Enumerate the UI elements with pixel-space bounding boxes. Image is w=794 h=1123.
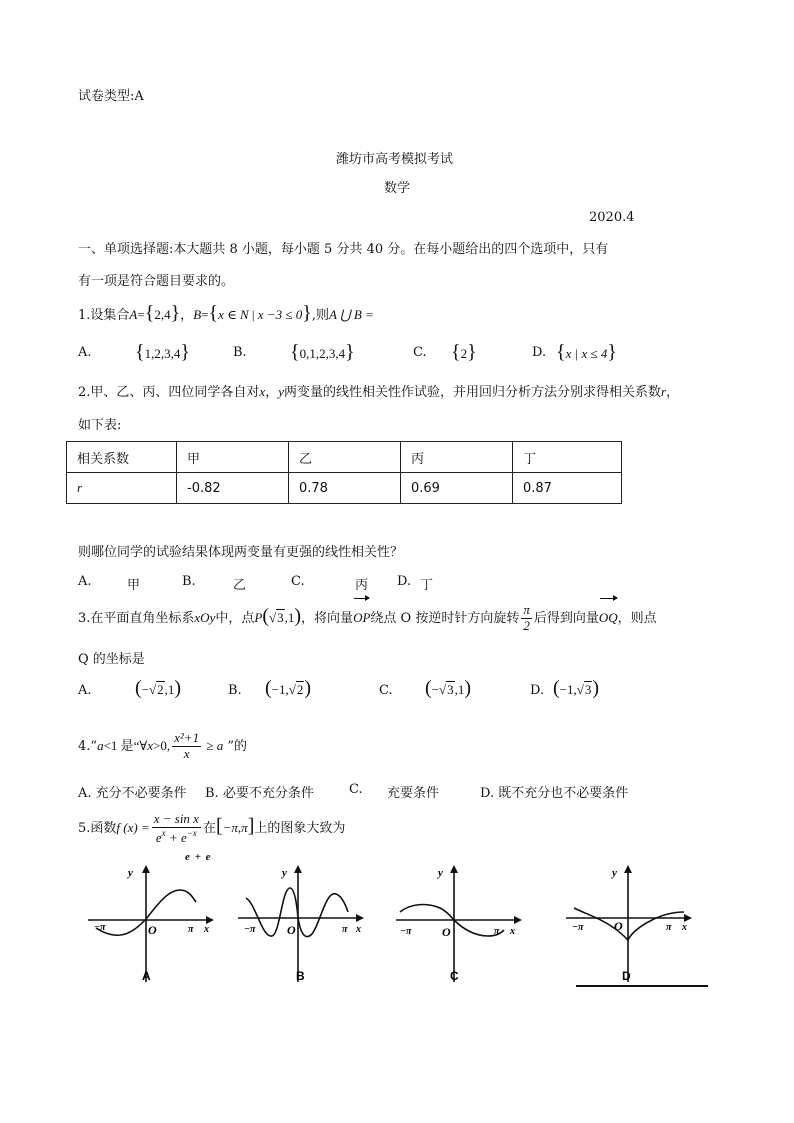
q5-text-1: 5.函数 xyxy=(78,821,117,836)
y-axis-arrow-icon xyxy=(624,865,632,873)
q3-text-4: 绕点 O 按逆时针方向旋转 xyxy=(370,611,520,626)
q5-den-e1: e xyxy=(155,829,162,845)
graph-b-neg-pi: −π xyxy=(244,924,256,935)
q1-option-a-label: A. xyxy=(78,345,92,360)
q1-option-b-value: {0,1,2,3,4} xyxy=(290,341,355,363)
q2-question: 则哪位同学的试验结果体现两变量有更强的线性相关性？ xyxy=(78,545,404,560)
q1-option-d-var: x xyxy=(565,346,572,361)
table-cell: 0.87 xyxy=(513,473,622,504)
q2-var-y: y xyxy=(278,384,284,399)
q3-point-p: P xyxy=(254,610,263,625)
q4-option-b: B. 必要不充分条件 xyxy=(205,786,314,801)
q1-option-b xyxy=(233,345,247,360)
section-intro-line1: 一、单项选择题:本大题共 8 小题，每小题 5 分共 40 分。在每小题给出的四个选项中，只有 xyxy=(78,242,609,257)
q5-den-exp2: −x xyxy=(186,827,197,838)
graph-a-x-label: x xyxy=(204,924,209,935)
q3-text-5: 后得到向量 xyxy=(533,611,599,626)
q3-a-rest: ,1 xyxy=(164,682,175,697)
q2-option-b-label: B. xyxy=(182,574,196,589)
x-axis-arrow-icon xyxy=(684,914,692,922)
graph-b-x-label: x xyxy=(356,924,361,935)
y-axis-arrow-icon xyxy=(450,865,458,873)
graph-d-neg-pi: −π xyxy=(572,922,584,933)
q2-option-a-value: 甲 xyxy=(127,578,141,593)
table-cell: -0.82 xyxy=(177,473,289,504)
q2-text-a: 2.甲、乙、丙、四位同学各自对 xyxy=(78,385,260,400)
q1-prefix: 1.设集合 xyxy=(78,308,130,323)
q1-set-a-values: 2,4 xyxy=(154,307,171,322)
q3-text-1: 3.在平面直角坐标系 xyxy=(78,611,195,626)
table-cell: 0.78 xyxy=(289,473,401,504)
question-3: 3.在平面直角坐标系xOy中，点P(√3,1)，将向量OP绕点 O 按逆时针方向旋转 $\frac{\pi}{2}$ 后得到向量OQ，则点 xyxy=(78,600,657,637)
q1-option-d-cond: | x ≤ 4 xyxy=(571,346,608,361)
q1-option-a xyxy=(78,345,92,360)
q1-b-n: N xyxy=(240,307,249,322)
question-5: 5.函数f (x) = $\frac{\text{x − sin x}}{e^x + e^{-x}}$ 在[−π,π]上的图象大致为 xyxy=(78,810,346,845)
q5-interval: −π,π xyxy=(222,820,248,835)
graph-d-x-label: x xyxy=(682,922,687,933)
q2-option-c-label: C. xyxy=(291,574,305,589)
q1-option-d-value: {x | x ≤ 4} xyxy=(556,341,617,363)
table-header-cell: 丙 xyxy=(401,442,513,473)
exam-title: 潍坊市高考模拟考试 xyxy=(336,152,454,167)
q2-option-d-label: D. xyxy=(397,574,412,589)
table-header-cell: 相关系数 xyxy=(67,442,177,473)
q4-option-d: D. 既不充分也不必要条件 xyxy=(480,786,629,801)
q1-option-b-set: 0,1,2,3,4 xyxy=(299,346,346,361)
q3-d-radicand: 3 xyxy=(584,682,592,697)
q1-set-a-name: A xyxy=(129,307,138,322)
q3-option-d-value: (−1,√3) xyxy=(553,677,600,699)
graph-c-neg-pi: −π xyxy=(400,926,412,937)
table-header-cell: 甲 xyxy=(177,442,289,473)
graph-d-y-label: y xyxy=(612,867,617,879)
q3-text-2: 中，点 xyxy=(215,611,255,626)
q1-b-condition: x −3 ≤ 0 xyxy=(257,307,303,322)
q4-ge: ≥ xyxy=(203,738,217,753)
q1-union: A ⋃ B = xyxy=(328,307,374,322)
graph-a-neg-pi: −π xyxy=(94,922,106,933)
q3-option-c-label: C. xyxy=(379,683,393,698)
graph-c-x-label: x xyxy=(510,926,515,937)
y-axis-arrow-icon xyxy=(294,865,302,873)
graph-b-origin: O xyxy=(287,923,296,937)
graph-a-pi: π xyxy=(188,924,194,935)
subject-title: 数学 xyxy=(384,181,411,196)
q4-text-1: 4.“ xyxy=(78,739,98,754)
q1-b-var: x xyxy=(218,307,224,322)
graph-a-y-label: y xyxy=(128,867,133,879)
x-axis-arrow-icon xyxy=(514,916,522,924)
table-header-cell: 乙 xyxy=(289,442,401,473)
q4-var-a2: a xyxy=(216,738,224,753)
q3-option-b-value: (−1,√2) xyxy=(265,677,312,699)
q3-text-3: ，将向量 xyxy=(301,611,354,626)
q1-eq-a: = xyxy=(137,307,145,322)
q2-option-d-value: 丁 xyxy=(420,578,434,593)
q3-angle-fraction xyxy=(521,603,532,634)
section-intro-line2: 有一项是符合题目要求的。 xyxy=(78,274,235,289)
q4-option-c-label: C. xyxy=(349,782,363,797)
q3-c-minus: − xyxy=(431,682,440,697)
exam-date: 2020.4 xyxy=(589,210,635,225)
graph-c xyxy=(396,862,526,991)
q2-line2: 如下表: xyxy=(78,418,122,433)
q3-b-radicand: 2 xyxy=(296,682,304,697)
q1-eq-b: = xyxy=(201,307,209,322)
q1-option-a-set: 1,2,3,4 xyxy=(144,346,181,361)
q3-angle-den: 2 xyxy=(523,618,530,633)
q2-text-b: 两变量的线性相关性作试验，并用回归分析方法分别求得相关系数 xyxy=(283,385,661,400)
q2-comma: ， xyxy=(265,385,279,400)
q4-var-a: a xyxy=(97,738,104,753)
graph-b-pi: π xyxy=(342,924,348,935)
q3-coord-1: ,1 xyxy=(284,610,295,625)
q1-option-c-value: {2} xyxy=(451,341,477,363)
graph-b xyxy=(238,862,368,991)
q1-option-a-value: {1,2,3,4} xyxy=(135,341,190,363)
graph-c-origin: O xyxy=(442,925,451,939)
q1-option-d-label: D. xyxy=(532,345,547,360)
q1-option-b-label: B. xyxy=(233,345,247,360)
y-axis-arrow-icon xyxy=(142,865,150,873)
q3-angle-num: π xyxy=(523,602,530,618)
paper-type: 试卷类型:A xyxy=(78,89,144,104)
q5-den-plus: + xyxy=(165,829,181,845)
q5-fraction-den xyxy=(152,828,201,846)
q3-text-6: ，则点 xyxy=(617,611,657,626)
correlation-table xyxy=(66,441,622,504)
graph-a-origin: O xyxy=(148,923,157,937)
q1-option-c-label: C. xyxy=(413,345,427,360)
q3-b-pre: −1, xyxy=(271,682,289,697)
q2-option-a-label: A. xyxy=(78,574,92,589)
q3-a-radicand: 2 xyxy=(157,682,164,697)
q2-option-c-value: 丙 xyxy=(355,578,369,593)
graph-c-y-label: y xyxy=(438,867,443,879)
q1-b-bar: | xyxy=(248,307,258,322)
q1-option-c-set: 2 xyxy=(460,346,468,361)
q1-comma: ， xyxy=(180,308,194,323)
graph-d-origin: O xyxy=(614,919,623,933)
q4-text-3: >0, xyxy=(153,738,171,753)
curve-b xyxy=(246,888,348,937)
q3-c-rest: ,1 xyxy=(454,682,465,697)
table-row-label: r xyxy=(67,473,177,504)
q4-fraction xyxy=(172,731,201,762)
q3-line2: Q 的坐标是 xyxy=(78,652,145,667)
question-1: 1.设集合A={2,4}，B={x ∈ N | x −3 ≤ 0},则A ⋃ B = xyxy=(78,302,374,324)
q5-fraction-num: x − sin x xyxy=(153,810,199,826)
table-header-row xyxy=(67,442,622,473)
table-header-cell: 丁 xyxy=(513,442,622,473)
q5-text-3: 上的图象大致为 xyxy=(254,821,346,836)
q3-option-a-value: (−√2,1) xyxy=(135,677,182,699)
q5-den-e2: e xyxy=(180,829,187,845)
graph-d-pi: π xyxy=(666,922,672,933)
q1-option-c xyxy=(413,345,427,360)
q5-fraction xyxy=(152,812,201,846)
q4-fraction-den: x xyxy=(183,746,190,761)
q1-ask: ,则 xyxy=(311,308,329,323)
q4-fraction-num: x²+1 xyxy=(174,730,200,746)
q1-set-b-name: B xyxy=(193,307,202,322)
table-cell: 0.69 xyxy=(401,473,513,504)
q3-option-d-label: D. xyxy=(530,683,545,698)
q3-option-a-label: A. xyxy=(78,683,92,698)
graph-c-label: C xyxy=(450,969,459,983)
q3-a-minus: − xyxy=(141,682,150,697)
x-axis-arrow-icon xyxy=(356,914,364,922)
graph-c-pi: π xyxy=(494,926,500,937)
q3-d-pre: −1, xyxy=(559,682,577,697)
q3-option-c-value: (−√3,1) xyxy=(425,677,472,699)
q3-sqrt3: 3 xyxy=(277,610,284,625)
graph-b-y-label: y xyxy=(282,867,287,879)
q5-text-2: 在 xyxy=(202,821,216,836)
q2-option-b-value: 乙 xyxy=(233,578,247,593)
q2-text-c: ， xyxy=(666,385,680,400)
q3-option-b-label: B. xyxy=(228,683,242,698)
q3-xoy: xOy xyxy=(194,610,216,625)
graph-a-label: A xyxy=(142,969,151,983)
q4-text-4: ”的 xyxy=(223,739,248,754)
q4-var-x: x xyxy=(147,738,154,753)
q2-var-x: x xyxy=(259,384,266,399)
graph-a xyxy=(88,862,218,991)
q1-option-d xyxy=(532,345,546,360)
q1-b-in: ∈ xyxy=(223,307,240,322)
table-row xyxy=(67,473,622,504)
q4-text-2: <1 是“∀ xyxy=(103,738,148,753)
question-4 xyxy=(78,726,247,767)
graph-d-label: D xyxy=(622,969,631,983)
question-2 xyxy=(78,381,679,400)
q3-vector-op: OP xyxy=(353,600,370,636)
q4-option-c-value: 充要条件 xyxy=(387,786,440,801)
q3-vector-oq: OQ xyxy=(599,600,618,636)
q4-option-a: A. 充分不必要条件 xyxy=(78,786,187,801)
graph-d xyxy=(566,862,716,996)
graph-b-label: B xyxy=(296,969,305,983)
q5-fx: f (x) = xyxy=(116,820,150,835)
q2-var-r: r xyxy=(661,384,667,399)
x-axis-arrow-icon xyxy=(206,916,214,924)
q5-den-exp1: x xyxy=(161,827,166,838)
q3-c-radicand: 3 xyxy=(447,682,454,697)
q5-stray-ghost-text: e + e xyxy=(185,851,212,863)
